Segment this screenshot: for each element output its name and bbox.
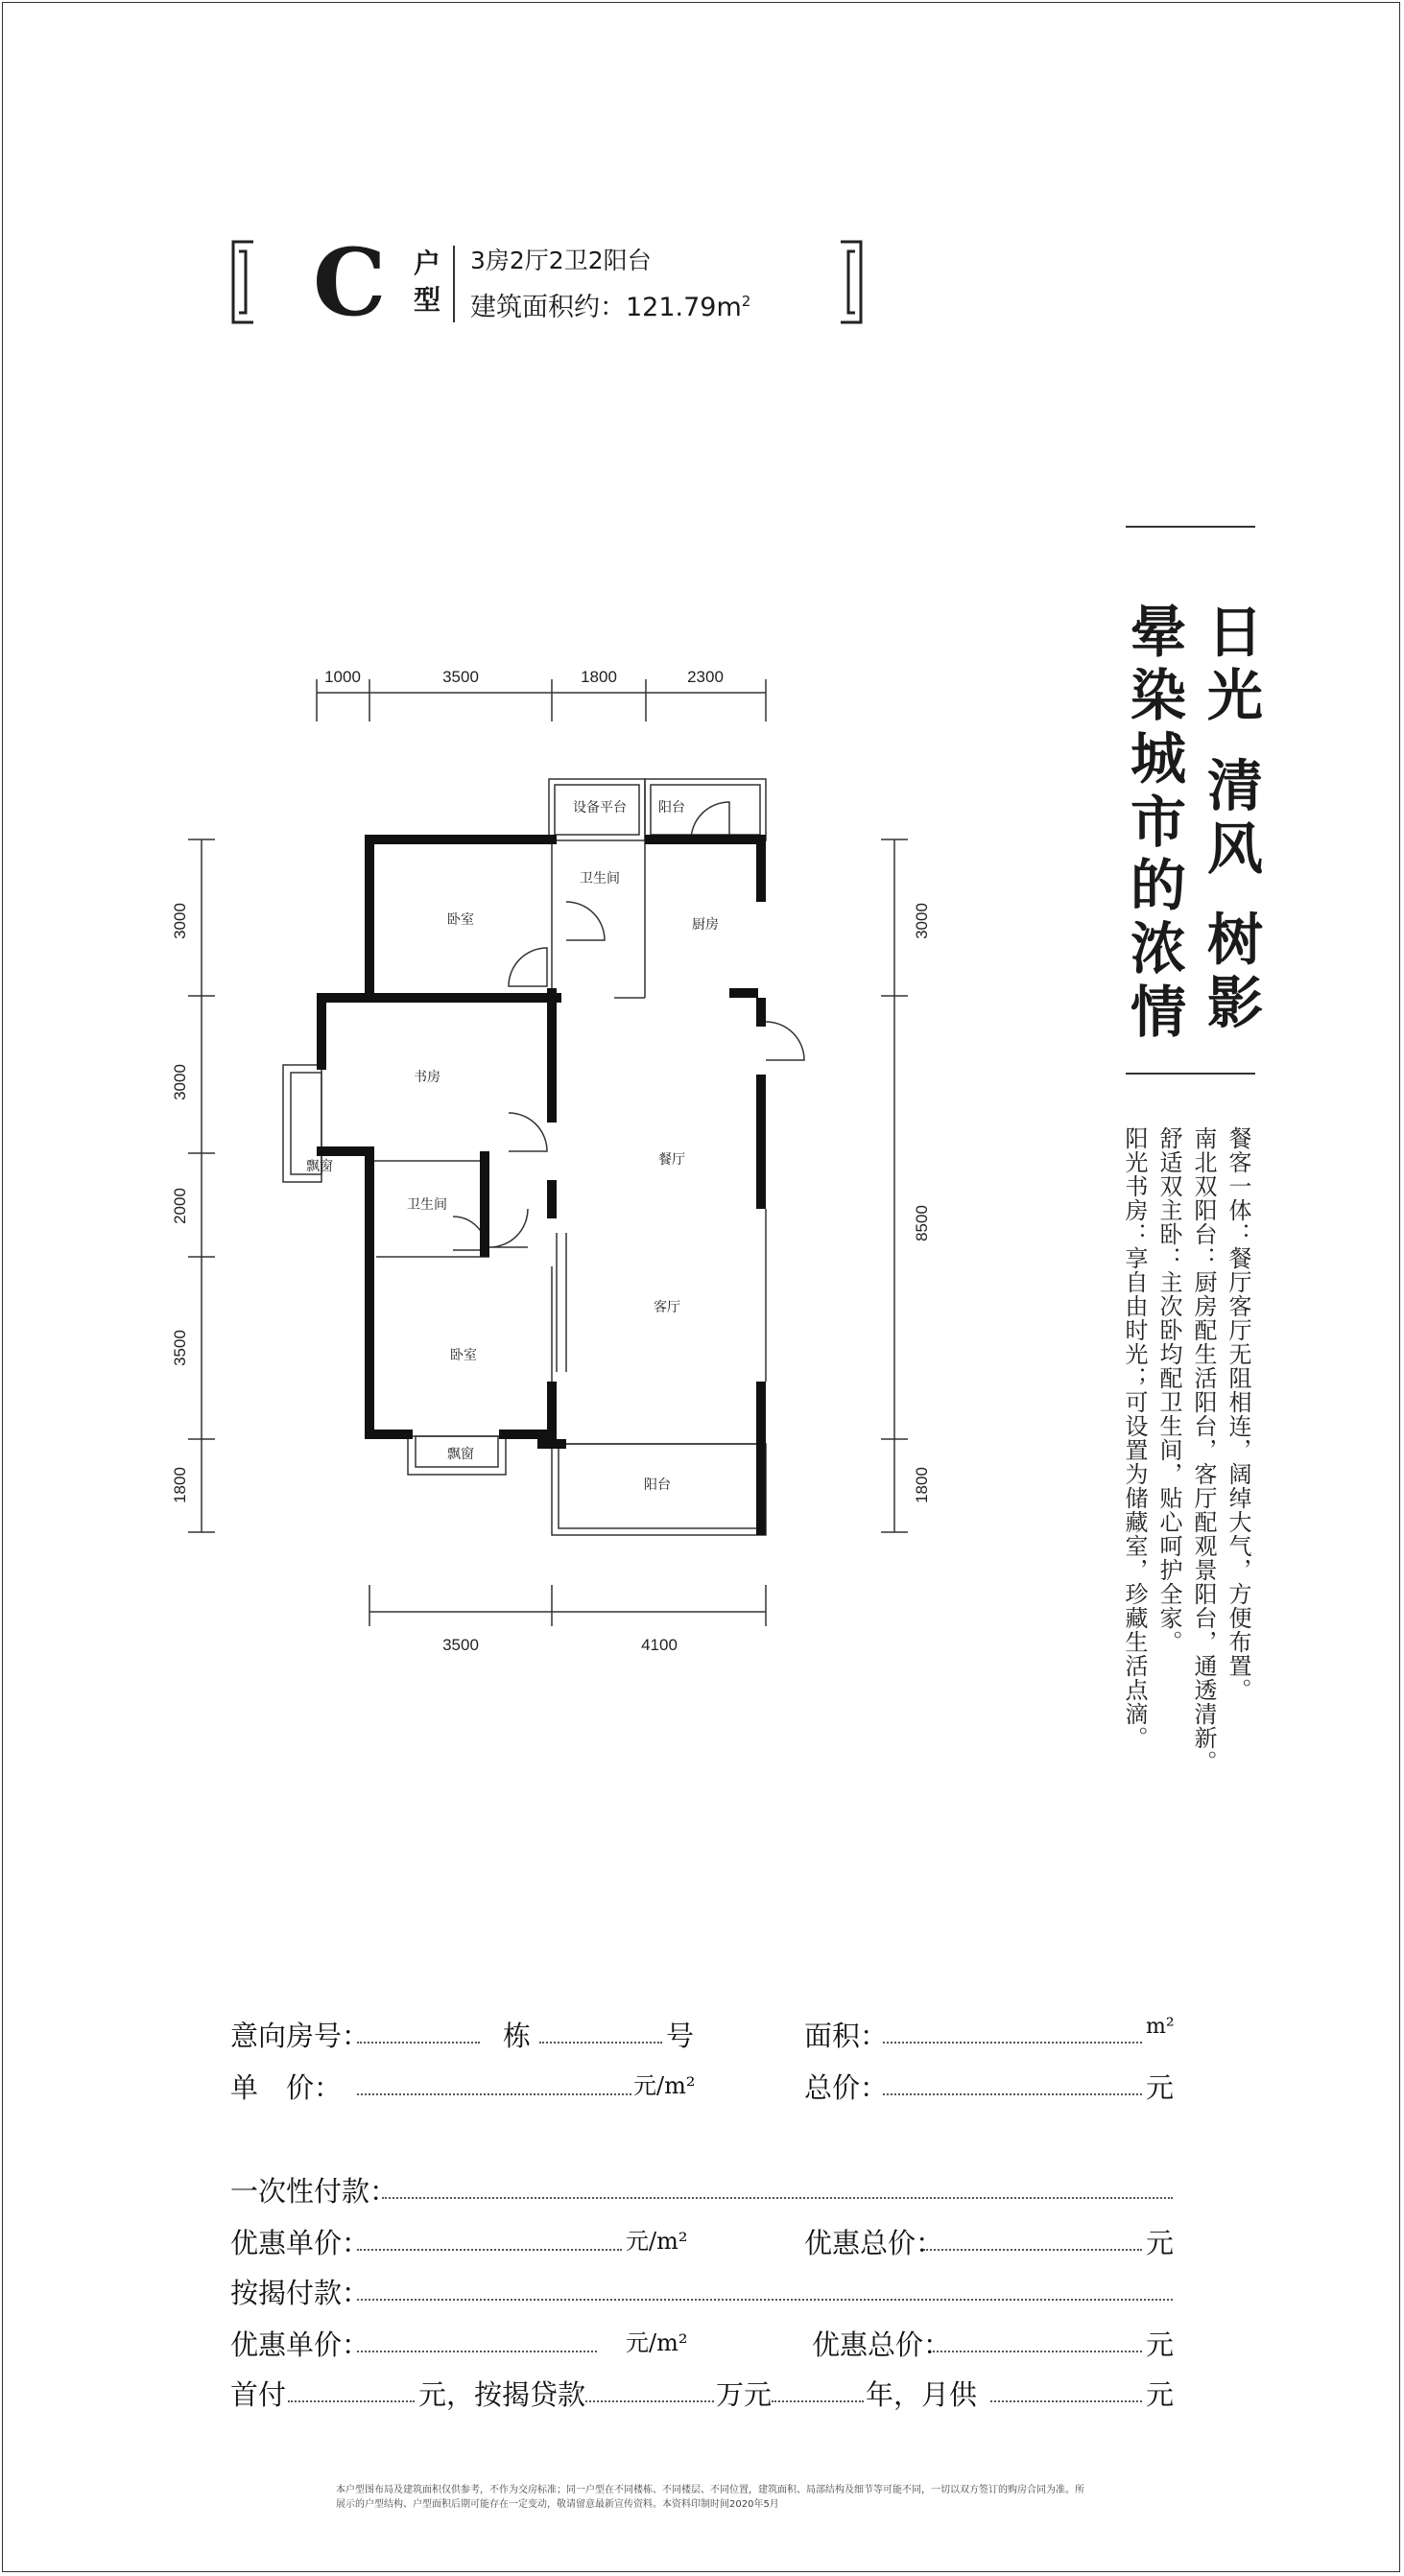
unit-price-field[interactable] (357, 2093, 631, 2095)
disc-unit-price2-label: 优惠单价： (230, 2328, 370, 2361)
loan-years-field[interactable] (772, 2400, 864, 2402)
total-price-field[interactable] (883, 2093, 1142, 2095)
dim-top-3: 1800 (581, 668, 617, 686)
lump-sum-label: 一次性付款： (230, 2175, 398, 2208)
feature-4: 阳光书房：享自由时光；可设置为储藏室，珍藏生活点滴。 (1121, 1126, 1148, 1750)
disc-total2-field[interactable] (933, 2351, 1142, 2352)
dim-left-2: 3000 (171, 1064, 189, 1100)
dim-left-4: 3500 (171, 1330, 189, 1366)
dim-top-4: 2300 (687, 668, 724, 686)
disc-unit-price-field[interactable] (357, 2249, 622, 2251)
unit-price-unit: 元/m² (633, 2072, 696, 2099)
building-field[interactable] (539, 2042, 662, 2044)
monthly-unit: 元 (1146, 2378, 1175, 2411)
disc-total-unit: 元 (1146, 2227, 1175, 2259)
room-layout: 3房2厅2卫2阳台 (470, 247, 652, 274)
label-bath-top: 卫生间 (580, 870, 620, 886)
disc-total-field[interactable] (923, 2249, 1142, 2251)
dim-right-3: 1800 (913, 1467, 931, 1503)
dim-left-5: 1800 (171, 1467, 189, 1503)
loan-amount-field[interactable] (585, 2400, 714, 2402)
unit-letter: C (313, 228, 387, 337)
disclaimer: 本户型图布局及建筑面积仅供参考，不作为交房标准；同一户型在不同楼栋、不同楼层、不同位置，建筑面积、局部结构及细节等可能不同，一切以双方签订的购房合同为准。所展示的户型结构、户型面积后期可能存在一定变动，敬请留意最新宣传资料。本资料印制时间2020年5月 (336, 2485, 1084, 2510)
loan-unit: 万元 (716, 2378, 773, 2411)
unit-price-label: 单 价： (230, 2071, 343, 2104)
area-field[interactable] (883, 2042, 1142, 2044)
lump-sum-field[interactable] (382, 2197, 1173, 2199)
poem-line-2: 晕染城市的浓情 (1121, 603, 1186, 1046)
feature-1: 餐客一体：餐厅客厅无阻相连，阔绰大气，方便布置。 (1225, 1126, 1251, 1702)
dim-right-1: 3000 (913, 903, 931, 939)
disc-unit-price2-field[interactable] (357, 2351, 597, 2352)
label-balcony-top: 阳台 (658, 799, 685, 815)
dim-bottom-2: 4100 (641, 1636, 678, 1654)
label-kitchen: 厨房 (692, 916, 719, 932)
label-bedroom-top: 卧室 (447, 911, 474, 927)
dim-top-2: 3500 (442, 668, 479, 686)
total-price-unit: 元 (1146, 2071, 1175, 2104)
disc-total2-unit: 元 (1146, 2328, 1175, 2361)
dim-top-1: 1000 (324, 668, 361, 686)
label-bay-bottom: 飘窗 (447, 1446, 474, 1461)
number-label: 号 (666, 2020, 695, 2052)
disc-total2-label: 优惠总价： (812, 2328, 952, 2361)
building-area: 建筑面积约：$121.79m^2$ (470, 293, 751, 322)
feature-3: 舒适双主卧：主次卧均配卫生间，贴心呵护全家。 (1155, 1126, 1182, 1654)
down-payment-unit: 元，按揭贷款 (418, 2378, 586, 2411)
area-unit: m² (1146, 2015, 1175, 2039)
unit-type-label: 户型 (413, 248, 440, 316)
room-no-field[interactable] (357, 2042, 480, 2044)
label-balcony-bottom: 阳台 (644, 1477, 671, 1492)
poem-line-1: 日光 清风 树影 (1198, 603, 1263, 1037)
label-bedroom-bottom: 卧室 (450, 1347, 477, 1362)
feature-2: 南北双阳台：厨房配生活阳台，客厅配观景阳台，通透清新。 (1190, 1126, 1217, 1774)
down-payment-label: 首付 (230, 2378, 287, 2411)
label-living: 客厅 (654, 1299, 680, 1314)
label-bath-bottom: 卫生间 (407, 1196, 447, 1212)
disc-unit-price-label: 优惠单价： (230, 2227, 370, 2259)
disc-total-label: 优惠总价： (804, 2227, 944, 2259)
label-equipment: 设备平台 (573, 799, 627, 815)
mortgage-field[interactable] (357, 2299, 1173, 2301)
building-label: 栋 (503, 2020, 532, 2052)
mortgage-label: 按揭付款： (230, 2277, 370, 2309)
years-monthly-label: 年，月供 (866, 2378, 978, 2411)
disc-unit-price-unit: 元/m² (626, 2228, 688, 2255)
total-price-label: 总价： (804, 2071, 889, 2104)
dim-left-3: 2000 (171, 1188, 189, 1224)
label-bay-left: 飘窗 (306, 1158, 333, 1173)
dim-bottom-1: 3500 (442, 1636, 479, 1654)
label-dining: 餐厅 (658, 1151, 685, 1167)
dim-right-2: 8500 (913, 1205, 931, 1241)
room-no-label: 意向房号： (230, 2020, 370, 2052)
monthly-payment-field[interactable] (990, 2400, 1142, 2402)
area-label: 面积： (804, 2020, 889, 2052)
disc-unit-price2-unit: 元/m² (626, 2329, 688, 2356)
dim-left-1: 3000 (171, 903, 189, 939)
down-payment-field[interactable] (288, 2400, 415, 2402)
label-study: 书房 (414, 1069, 440, 1084)
